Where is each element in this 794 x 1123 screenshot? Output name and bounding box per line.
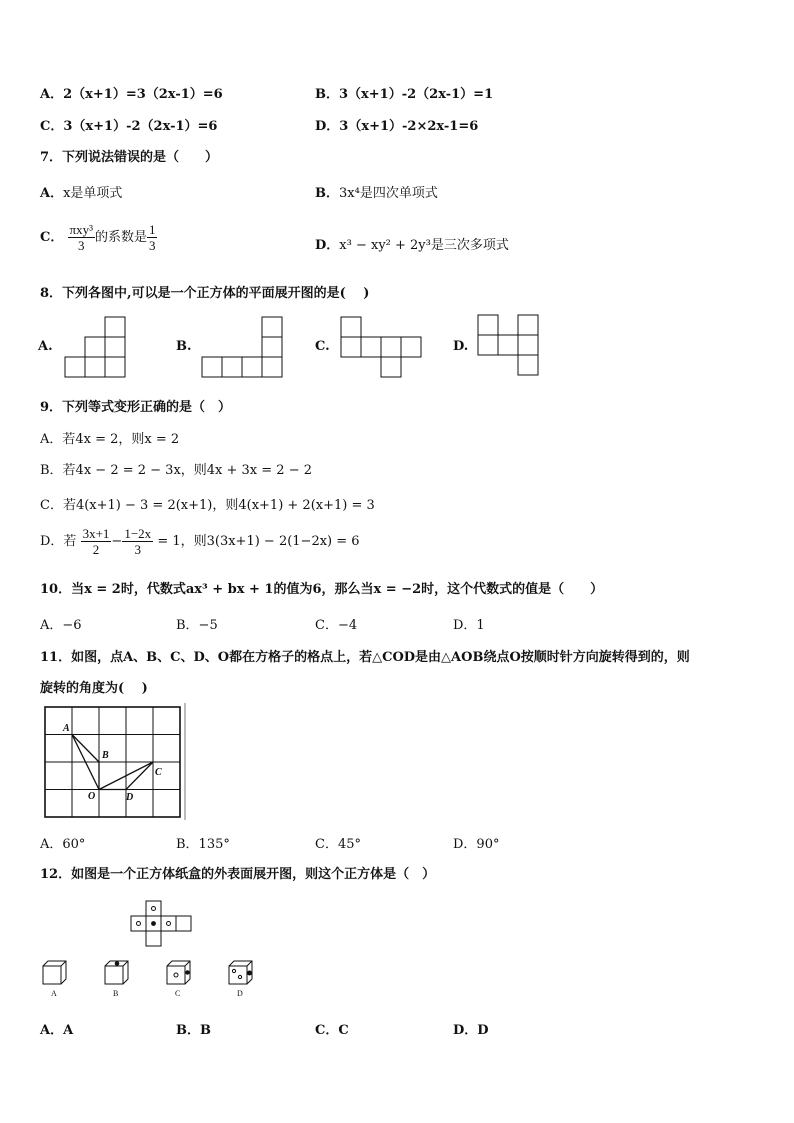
q11-option-d: D．90° xyxy=(453,837,500,852)
q12-stem: 12．如图是一个正方体纸盒的外表面展开图，则这个正方体是（ ） xyxy=(40,867,436,882)
q10-option-b: B．−5 xyxy=(176,618,218,633)
point-d-label: D xyxy=(126,792,134,803)
net-a xyxy=(65,317,125,377)
q6-option-d: D．3（x+1）-2×2x-1=6 xyxy=(315,119,479,134)
q7-c-value-den: 3 xyxy=(148,238,156,253)
cube-label-a: A xyxy=(51,989,57,998)
q12-option-c: C．C xyxy=(315,1023,349,1038)
point-a-label: A xyxy=(63,723,70,734)
q10-option-c: C．−4 xyxy=(315,618,358,633)
q12-option-b: B．B xyxy=(176,1023,211,1038)
q10-option-d: D．1 xyxy=(453,618,485,633)
q7-c-denominator: 3 xyxy=(77,238,85,253)
q9-d-f2-den: 3 xyxy=(134,542,141,557)
q12-option-d: D．D xyxy=(453,1023,489,1038)
q7-d-prefix: D． xyxy=(315,238,340,253)
q7-a-text: x是单项式 xyxy=(63,186,123,201)
q10-stem: 10．当x = 2时，代数式ax³ + bx + 1的值为6，那么当x = −2时，这个代数式的值是（ ） xyxy=(40,582,604,597)
q7-a-prefix: A． xyxy=(40,186,64,201)
net-d xyxy=(478,315,538,375)
q9-d-fraction-1 xyxy=(81,526,112,557)
q8-label-d: D. xyxy=(453,339,469,354)
q8-label-c: C. xyxy=(315,339,330,354)
q9-d-tail: = 1，则3(3x+1) − 2(1−2x) = 6 xyxy=(157,534,360,549)
q12-cube-net xyxy=(131,901,191,946)
q9-d-minus: − xyxy=(111,534,123,549)
q11-option-a: A．60° xyxy=(40,837,86,852)
cube-label-b: B xyxy=(113,989,119,998)
cube-label-c: C xyxy=(175,989,181,998)
q11-option-c: C．45° xyxy=(315,837,361,852)
cube-c-icon xyxy=(167,961,190,984)
q9-d-prefix: D．若 xyxy=(40,534,77,549)
q9-d-fraction-2 xyxy=(122,526,153,557)
q7-b-text: 3x⁴是四次单项式 xyxy=(339,186,438,201)
q11-option-b: B．135° xyxy=(176,837,230,852)
q7-d-text: x³ − xy² + 2y³是三次多项式 xyxy=(339,238,509,253)
q8-label-a: A. xyxy=(38,339,53,354)
q7-c-value-num: 1 xyxy=(148,222,156,237)
q9-d-f1-den: 2 xyxy=(92,542,100,557)
q9-d-f1-num: 3x+1 xyxy=(82,526,110,541)
q6-option-b: B．3（x+1）-2（2x-1）=1 xyxy=(315,87,494,102)
q7-b-prefix: B． xyxy=(315,186,339,201)
q6-option-a: A．2（x+1）=3（2x-1）=6 xyxy=(40,87,223,102)
point-b-label: B xyxy=(102,750,109,761)
cube-b-icon xyxy=(105,961,128,984)
q10-option-a: A．−6 xyxy=(40,618,82,633)
cube-d-icon xyxy=(229,961,252,984)
q7-c-numerator: πxy³ xyxy=(69,222,93,237)
q9-option-d xyxy=(40,526,360,557)
q11-stem-line2: 旋转的角度为( ) xyxy=(40,681,148,696)
q11-grid-figure xyxy=(45,703,185,820)
net-c xyxy=(341,317,421,377)
q9-option-a: A．若4x = 2，则x = 2 xyxy=(40,432,180,447)
point-c-label: C xyxy=(155,767,162,778)
q7-stem: 7．下列说法错误的是（ ） xyxy=(40,150,219,165)
q8-stem: 8．下列各图中,可以是一个正方体的平面展开图的是( ) xyxy=(40,286,370,301)
q7-c-mid: 的系数是 xyxy=(94,230,147,245)
q8-label-b: B. xyxy=(176,339,192,354)
q12-option-a: A．A xyxy=(40,1023,74,1038)
q7-c-prefix: C． xyxy=(40,230,64,245)
q11-stem-line1: 11．如图，点A、B、C、D、O都在方格子的格点上，若△COD是由△AOB绕点O按顺时针方向旋转得到的，则 xyxy=(40,650,690,665)
q6-option-c: C．3（x+1）-2（2x-1）=6 xyxy=(40,119,218,134)
q9-option-b: B．若4x − 2 = 2 − 3x，则4x + 3x = 2 − 2 xyxy=(40,463,312,478)
net-b xyxy=(202,317,282,377)
q9-d-f2-num: 1−2x xyxy=(124,526,152,541)
point-o-label: O xyxy=(88,791,96,802)
cube-a-icon xyxy=(43,961,66,984)
q9-option-c: C．若4(x+1) − 3 = 2(x+1)，则4(x+1) + 2(x+1) = 3 xyxy=(40,498,375,513)
q12-cubes xyxy=(43,961,252,984)
cube-label-d: D xyxy=(237,989,243,998)
q9-stem: 9．下列等式变形正确的是（ ） xyxy=(40,400,232,415)
